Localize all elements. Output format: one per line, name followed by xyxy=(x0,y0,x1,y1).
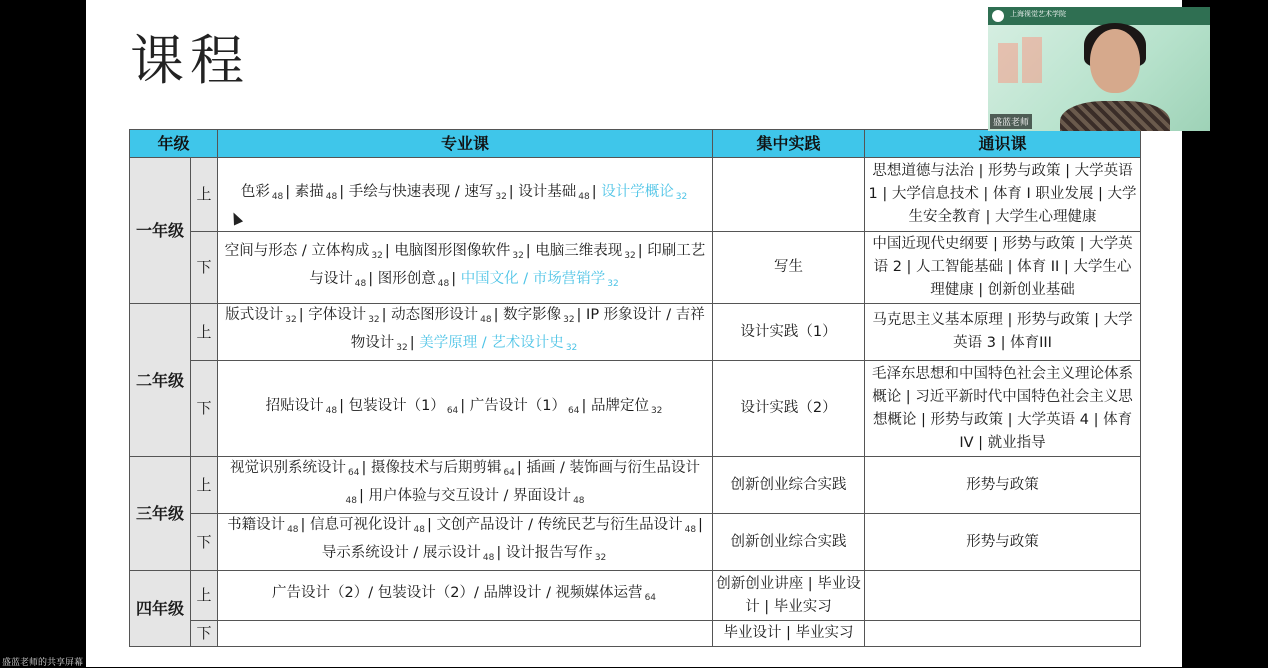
semester-cell: 下 xyxy=(191,514,218,571)
course-item: 色彩 $_{48}$ xyxy=(240,183,284,202)
course-item: 版式设计 $_{32}$ xyxy=(225,307,297,325)
general-courses-cell: 中国近现代史纲要 | 形势与政策 | 大学英语 2 | 人工智能基础 | 体育 II | 大学生心理健康 | 创新创业基础 xyxy=(865,232,1141,304)
course-item: 品牌定位 $_{32}$ xyxy=(590,397,663,416)
table-row xyxy=(130,361,1141,457)
course-item: 插画 / 装饰画与衍生品设计$_{48}$ xyxy=(345,460,701,506)
course-item: 导示系统设计 / 展示设计 $_{48}$ xyxy=(321,545,495,563)
general-courses-cell xyxy=(865,571,1141,621)
general-courses-cell xyxy=(865,621,1141,647)
course-item: 设计学概论 $_{32}$ xyxy=(601,183,688,202)
course-item: 信息可视化设计 $_{48}$ xyxy=(310,517,425,535)
course-item: 设计基础 $_{48}$ xyxy=(518,183,590,202)
table-row xyxy=(130,457,1141,514)
course-item: 广告设计（2）/ 包装设计（2）/ 品牌设计 / 视频媒体运营 $_{64}$ xyxy=(272,584,657,603)
table-row xyxy=(130,304,1141,361)
major-courses-cell: 色彩 $_{48}$ | 素描 $_{48}$ | 手绘与快速表现 / 速写 $_{32}$ | 设计基础 $_{48}$ | 设计学概论 $_{32}$ xyxy=(218,158,713,232)
course-item: 空间与形态 / 立体构成 $_{32}$ xyxy=(224,242,383,261)
general-courses-cell: 马克思主义基本原理 | 形势与政策 | 大学英语 3 | 体育III xyxy=(865,304,1141,361)
practice-cell: 写生 xyxy=(713,232,865,304)
course-item: 手绘与快速表现 / 速写 $_{32}$ xyxy=(348,183,507,202)
practice-cell: 设计实践（2） xyxy=(713,361,865,457)
speaker-video xyxy=(1074,21,1154,131)
course-item: 动态图形设计 $_{48}$ xyxy=(391,307,492,325)
school-logo-icon xyxy=(992,10,1004,22)
table-row xyxy=(130,232,1141,304)
course-table xyxy=(129,129,1141,647)
semester-cell: 下 xyxy=(191,621,218,647)
major-courses-cell: 书籍设计 $_{48}$ | 信息可视化设计 $_{48}$ | 文创产品设计 / 传统民艺与衍生品设计 $_{48}$ | 导示系统设计 / 展示设计 $_{48}$ | 设计报告写作 $_{32}$ xyxy=(218,514,713,571)
major-courses-cell xyxy=(218,621,713,647)
course-item: 字体设计 $_{32}$ xyxy=(308,307,380,325)
major-courses-cell xyxy=(218,571,713,621)
slide-title: 课程 xyxy=(130,29,250,92)
header-general: 通识课 xyxy=(865,130,1141,158)
semester-cell: 上 xyxy=(191,158,218,232)
practice-cell: 创新创业综合实践 xyxy=(713,457,865,514)
header-grade: 年级 xyxy=(130,130,218,158)
screen-share-label: 盛蓝老师的共享屏幕 xyxy=(2,658,84,668)
general-courses-cell: 形势与政策 xyxy=(865,514,1141,571)
course-item: 广告设计（1） $_{64}$ xyxy=(469,397,580,416)
table-row xyxy=(130,571,1141,621)
course-item: 用户体验与交互设计 / 界面设计 $_{48}$ xyxy=(368,488,585,506)
course-item: 包装设计（1） $_{64}$ xyxy=(348,397,459,416)
header-major: 专业课 xyxy=(218,130,713,158)
general-courses-cell: 形势与政策 xyxy=(865,457,1141,514)
practice-cell xyxy=(713,158,865,232)
general-courses-cell: 思想道德与法治 | 形势与政策 | 大学英语 1 | 大学信息技术 | 体育 I 职业发展 | 大学生安全教育 | 大学生心理健康 xyxy=(865,158,1141,232)
course-item: 印刷工艺与设计 $_{48}$ xyxy=(309,242,706,289)
semester-cell: 下 xyxy=(191,232,218,304)
table-row xyxy=(130,158,1141,232)
grade-cell: 三年级 xyxy=(130,457,191,571)
table-row xyxy=(130,514,1141,571)
major-courses-cell: 视觉识别系统设计 $_{64}$ | 摄像技术与后期剪辑 $_{64}$ | 插画 / 装饰画与衍生品设计$_{48}$ | 用户体验与交互设计 / 界面设计 $_{48}$ xyxy=(218,457,713,514)
table-row xyxy=(130,621,1141,647)
major-courses-cell: 空间与形态 / 立体构成 $_{32}$ | 电脑图形图像软件 $_{32}$ | 电脑三维表现 $_{32}$ | 印刷工艺与设计 $_{48}$ | 图形创意 $_{48}$ | 中国文化 / 市场营销学 $_{32}$ xyxy=(218,232,713,304)
webcam-name-label: 盛蓝老师 xyxy=(990,114,1032,129)
practice-cell: 创新创业讲座 | 毕业设计 | 毕业实习 xyxy=(713,571,865,621)
course-item: 电脑图形图像软件 $_{32}$ xyxy=(394,242,524,261)
table-header-row xyxy=(130,130,1141,158)
course-item: 设计报告写作 $_{32}$ xyxy=(505,545,607,563)
semester-cell: 上 xyxy=(191,457,218,514)
semester-cell: 上 xyxy=(191,571,218,621)
header-practice: 集中实践 xyxy=(713,130,865,158)
webcam-header-text: 上海视觉艺术学院 xyxy=(1010,10,1066,18)
grade-cell: 一年级 xyxy=(130,158,191,304)
background-poster xyxy=(994,33,1052,103)
semester-cell: 下 xyxy=(191,361,218,457)
course-item: 书籍设计 $_{48}$ xyxy=(227,517,299,535)
practice-cell: 毕业设计 | 毕业实习 xyxy=(713,621,865,647)
course-item: 招贴设计 $_{48}$ xyxy=(265,397,338,416)
grade-cell: 四年级 xyxy=(130,571,191,647)
practice-cell: 创新创业综合实践 xyxy=(713,514,865,571)
webcam-view[interactable] xyxy=(988,7,1210,131)
course-item: 中国文化 / 市场营销学 $_{32}$ xyxy=(460,270,619,289)
major-courses-cell: 招贴设计 $_{48}$ | 包装设计（1） $_{64}$ | 广告设计（1） $_{64}$ | 品牌定位 $_{32}$ xyxy=(218,361,713,457)
semester-cell: 上 xyxy=(191,304,218,361)
grade-cell: 二年级 xyxy=(130,304,191,457)
course-item: 摄像技术与后期剪辑 $_{64}$ xyxy=(370,460,515,478)
course-item: 图形创意 $_{48}$ xyxy=(377,270,450,289)
course-item: 素描 $_{48}$ xyxy=(294,183,338,202)
course-item: 文创产品设计 / 传统民艺与衍生品设计 $_{48}$ xyxy=(436,517,697,535)
practice-cell: 设计实践（1） xyxy=(713,304,865,361)
general-courses-cell: 毛泽东思想和中国特色社会主义理论体系概论 | 习近平新时代中国特色社会主义思想概论 | 形势与政策 | 大学英语 4 | 体育IV | 就业指导 xyxy=(865,361,1141,457)
course-item: 美学原理 / 艺术设计史 $_{32}$ xyxy=(419,335,578,353)
course-item: IP 形象设计 / 吉祥物设计 $_{32}$ xyxy=(350,307,705,353)
course-item: 数字影像 $_{32}$ xyxy=(503,307,575,325)
course-item: 视觉识别系统设计 $_{64}$ xyxy=(230,460,360,478)
course-item: 电脑三维表现 $_{32}$ xyxy=(535,242,636,261)
major-courses-cell: 版式设计 $_{32}$ | 字体设计 $_{32}$ | 动态图形设计 $_{48}$ | 数字影像 $_{32}$ | IP 形象设计 / 吉祥物设计 $_{32}$ | 美学原理 / 艺术设计史 $_{32}$ xyxy=(218,304,713,361)
